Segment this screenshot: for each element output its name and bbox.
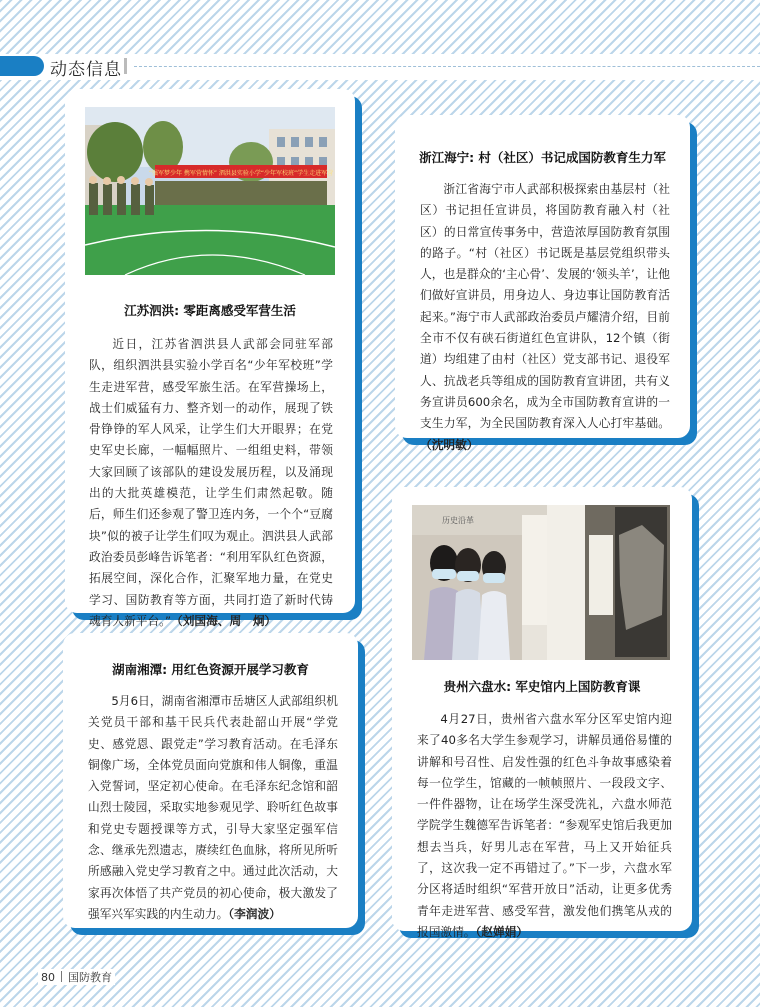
museum-visit-photo (412, 505, 670, 660)
article-card-zhejiang (395, 115, 690, 452)
article-body-text: 4月27日，贵州省六盘水军分区军史馆内迎来了40多名大学生参观学习，讲解员通俗易懂的讲解和号召性、启发性强的红色斗争故事感染着每一位学生，馆藏的一帧帧照片、一段段文字、一件件器物，让在场学生深受洗礼，六盘水师范学院学生魏德军告诉笔者：“参观军史馆后我更加想去当兵，好男儿志在军营，马上又开始征兵了，这次我一定不再错过了。”下一步，六盘水军分区将适时组织“军营开放日”活动，让更多优秀青年走进军营、感受军营，激发他们携笔从戎的报国激情。 (417, 712, 672, 939)
article-card-guizhou (392, 487, 692, 939)
article-body-text: 浙江省海宁市人武部积极探索由基层村（社区）书记担任宣讲员，将国防教育融入村（社区）的日常宣传事务中，营造浓厚国防教育氛围的路子。“村（社区）书记既是基层党组织带头人，也是群众的‘主心骨’、发展的‘领头羊’，让他们做好宣讲员，用身边人、身边事让国防教育活起来。”海宁市人武部政治委员卢耀清介绍，目前全市不仅有硖石街道红色宣讲队，12个镇（街道）均组建了由村（社区）党支部书记、退役军人、抗战老兵等组成的国防教育宣讲团，共有义务宣讲员600余名，成为全市国防教育宣讲的一支生力军，为全民国防教育深入人心打牢基础。 (420, 182, 670, 431)
article-body-text: 5月6日，湖南省湘潭市岳塘区人武部组织机关党员干部和基干民兵代表赴韶山开展“学党史、感党恩、跟党走”学习教育活动。在毛泽东铜像广场，全体党员面向党旗和伟人铜像，重温入党誓词，坚定初心使命。在毛泽东纪念馆和韶山烈士陵园，采取实地参观见学、聆听红色故事和党史专题授课等方式，引导大家坚定强军信念、继承先烈遗志，赓续红色血脉，将所见所听所感融入党史学习教育之中。通过此次活动，大家再次体悟了共产党员的初心使命，极大激发了强军兴军实践的内生动力。 (88, 694, 338, 921)
article-photo-jiangsu (85, 107, 335, 275)
magazine-name: 国防教育 (68, 971, 112, 984)
article-body-jiangsu (89, 334, 333, 632)
article-author: （刘国海、周 炯） (171, 613, 277, 628)
page-footer (38, 969, 115, 985)
section-header-pill (0, 56, 44, 76)
section-header-dashed-line (134, 66, 760, 67)
article-body-guizhou (417, 709, 672, 943)
page-number: 80 (41, 971, 55, 984)
article-author: （沈明敏） (420, 437, 479, 452)
article-title-guizhou: 贵州六盘水: 军史馆内上国防教育课 (443, 679, 641, 694)
military-drill-photo (85, 107, 335, 275)
section-title: 动态信息 (50, 60, 122, 80)
article-title-hunan: 湖南湘潭: 用红色资源开展学习教育 (112, 662, 309, 677)
article-card-hunan (63, 633, 358, 928)
wall-text: 历史沿革 (442, 516, 474, 525)
footer-separator (61, 971, 62, 982)
article-author: （赵婵娟） (475, 924, 529, 939)
article-card-jiangsu (65, 89, 355, 628)
article-body-zhejiang (420, 179, 670, 456)
article-title-zhejiang: 浙江海宁: 村（社区）书记成国防教育生力军 (419, 150, 666, 165)
section-title-separator (124, 58, 127, 74)
article-author: （李润波） (228, 906, 281, 921)
banner-text: “强军梦少年 携军营情怀” 泗洪县实验小学“少年军校班”学生走进军营 (148, 170, 334, 177)
article-body-hunan (88, 691, 338, 925)
article-title-jiangsu: 江苏泗洪: 零距离感受军营生活 (124, 303, 296, 318)
article-body-text: 近日，江苏省泗洪县人武部会同驻军部队，组织泗洪县实验小学百名“少年军校班”学生走进军营，感受军旅生活。在军营操场上，战士们威猛有力、整齐划一的动作，展现了铁骨铮铮的军人风采，让学生们大开眼界；在党史军史长廊，一幅幅照片、一组组史料，带领大家回顾了该部队的建设发展历程，以及涌现出的大批英雄模范，让学生们肃然起敬。随后，师生们还参观了警卫连内务，一个个“豆腐块”似的被子让学生们叹为观止。泗洪县人武部政治委员彭峰告诉笔者：“利用军队红色资源，拓展空间，深化合作，汇聚军地力量，在党史学习、国防教育等方面，共同打造了新时代铸魂育人新平台。” (89, 337, 333, 628)
article-photo-guizhou (412, 505, 670, 660)
